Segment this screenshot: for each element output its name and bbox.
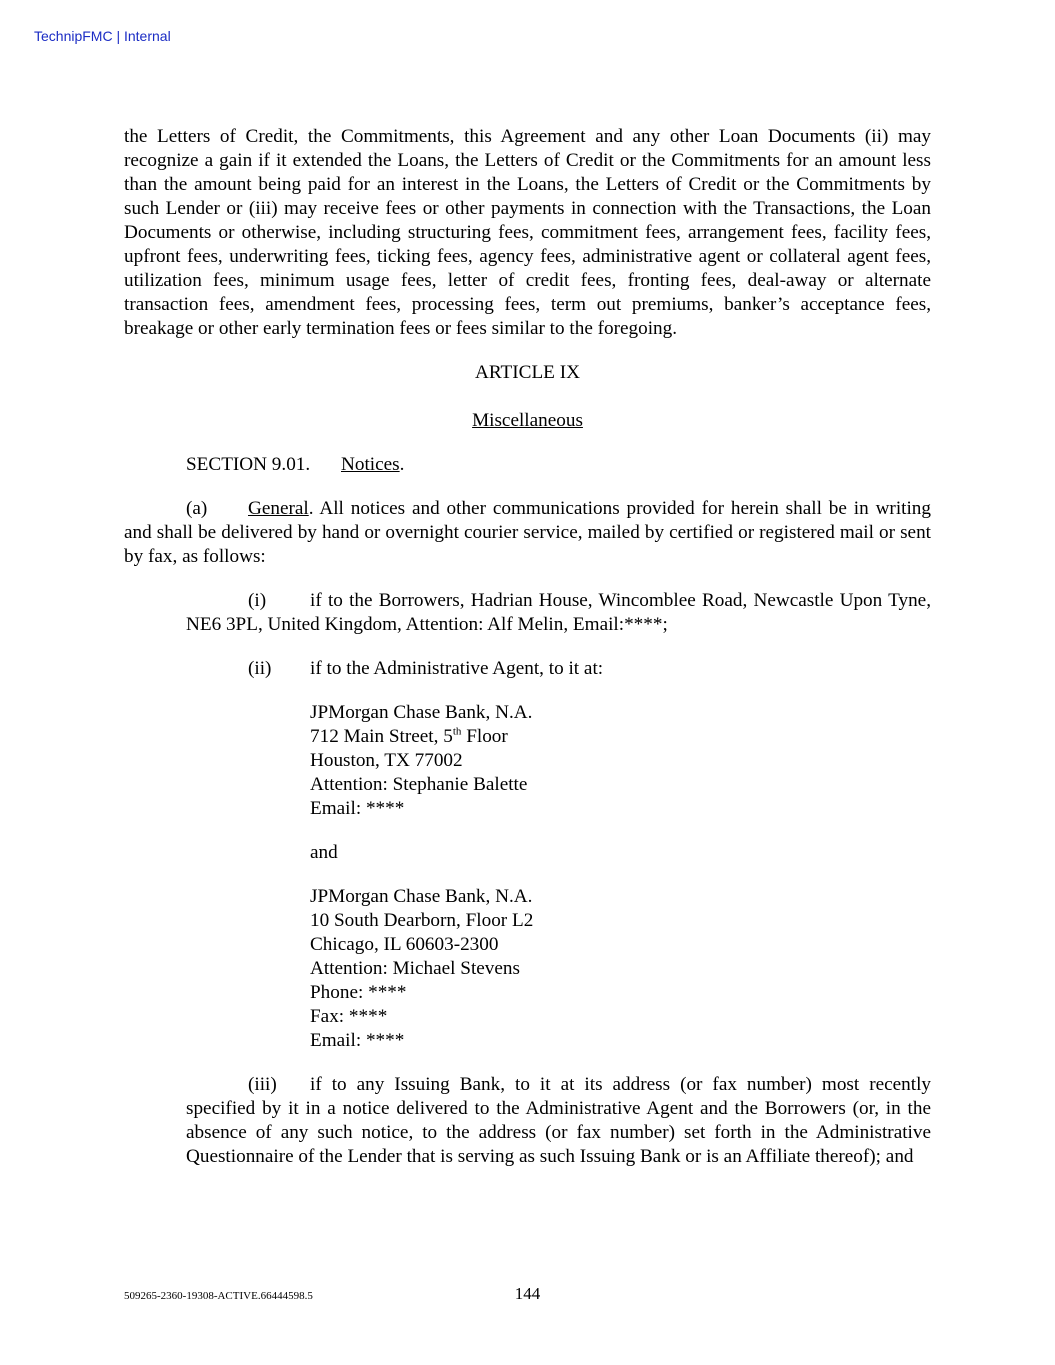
agent-address-houston (124, 701, 931, 821)
address-street (310, 725, 931, 749)
address-attention: Attention: Stephanie Balette (310, 774, 528, 795)
address-attention: Attention: Michael Stevens (310, 958, 520, 979)
classification-label: TechnipFMC | Internal (34, 28, 171, 44)
address-conjunction (124, 841, 931, 865)
address-phone: Phone: **** (310, 982, 407, 1003)
subsection-a (124, 497, 931, 569)
continuation-paragraph: the Letters of Credit, the Commitments, this Agreement and any other Loan Documents (ii) may recognize a gain if it extended the Loans, the Letters of Credit or the Commitments for an amount less than the amount being paid for an interest in the Loans, the Letters of Credit or the Commitments by such Lender or (iii) may receive fees or other payments in connection with the Transactions, the Loan Documents or otherwise, including structuring fees, commitment fees, arrangement fees, facility fees, upfront fees, underwriting fees, ticking fees, agency fees, administrative agent or collateral agent fees, utilization fees, minimum usage fees, letter of credit fees, fronting fees, deal-away or alternate transaction fees, amendment fees, processing fees, term out premiums, banker’s acceptance fees, breakage or other early termination fees or fees similar to the foregoing. (124, 126, 931, 339)
item-iii-marker: (iii) (248, 1074, 277, 1095)
address-street-pre: 712 Main Street, 5 (310, 726, 453, 747)
address-fax: Fax: **** (310, 1006, 388, 1027)
section-title-suffix: . (399, 454, 405, 475)
section-heading (124, 453, 931, 477)
document-body (124, 125, 931, 1169)
item-i (124, 589, 931, 637)
item-i-text: if to the Borrowers, Hadrian House, Wincomblee Road, Newcastle Upon Tyne, NE6 3PL, United Kingdom, Attention: Alf Melin, Email:****; (186, 590, 931, 635)
item-ii-marker: (ii) (248, 658, 272, 679)
section-label: SECTION 9.01. (186, 454, 311, 475)
conjunction-text: and (310, 842, 338, 863)
address-street-post: Floor (461, 726, 508, 747)
section-title: Notices (341, 454, 400, 475)
address-email: Email: **** (310, 1030, 405, 1051)
item-iii-text: if to any Issuing Bank, to it at its address (or fax number) most recently specified by it in a notice delivered to the Administrative Agent and the Borrowers (or, in the absence of any such notice, to the address (or fax number) set forth in the Administrative Questionnaire of the Lender that is serving as such Issuing Bank or is an Affiliate thereof); and (186, 1074, 931, 1167)
item-i-marker: (i) (248, 590, 267, 611)
article-title-text: Miscellaneous (472, 410, 583, 431)
item-i-paragraph (186, 589, 931, 637)
item-iii-paragraph (186, 1073, 931, 1169)
footer-document-id: 509265-2360-19308-ACTIVE.66444598.5 (124, 1290, 313, 1302)
address-name: JPMorgan Chase Bank, N.A. (310, 702, 533, 723)
address-name: JPMorgan Chase Bank, N.A. (310, 886, 533, 907)
agent-address-chicago (124, 885, 931, 1053)
address-city: Chicago, IL 60603-2300 (310, 934, 499, 955)
article-title (124, 409, 931, 433)
address-street: 10 South Dearborn, Floor L2 (310, 910, 534, 931)
item-ii-paragraph (186, 657, 931, 681)
article-number: ARTICLE IX (475, 362, 580, 383)
subsection-a-heading: General (248, 498, 309, 519)
item-ii-text: if to the Administrative Agent, to it at: (310, 658, 604, 679)
page-number: 144 (514, 1284, 541, 1303)
address-email: Email: **** (310, 798, 405, 819)
item-iii (124, 1073, 931, 1169)
item-ii (124, 657, 931, 681)
subsection-a-text: . All notices and other communications provided for herein shall be in writing and shall be delivered by hand or overnight courier service, mailed by certified or registered mail or sent by fax, as follows: (124, 498, 931, 567)
address-street-sup: th (452, 725, 462, 738)
address-city: Houston, TX 77002 (310, 750, 463, 771)
subsection-a-marker: (a) (186, 498, 208, 519)
